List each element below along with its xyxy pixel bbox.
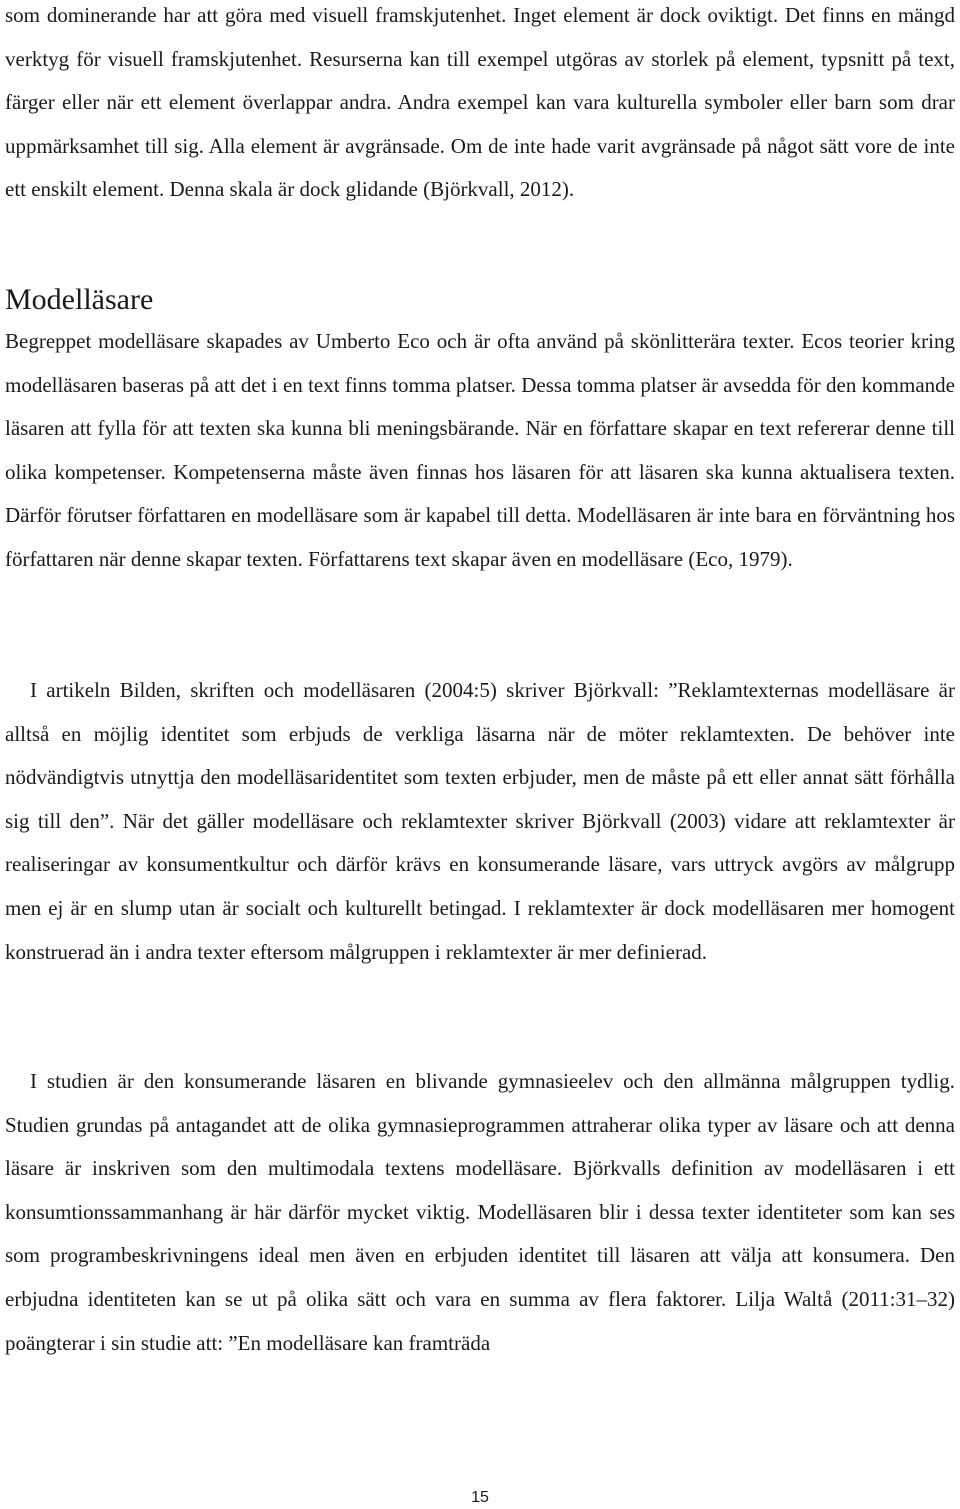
paragraph-modellasare-definition: Begreppet modelläsare skapades av Umberto Eco och är ofta använd på skönlitterära texter. Ecos teorier kring modelläsaren baseras på att det i en text finns tomma platser. Dessa tomma platser är avsedda för den kommande läsaren att fylla för att texten ska kunna bli meningsbärande. När en författare skapar en text refererar denne till olika kompetenser. Kompetenserna måste även finnas hos läsaren för att läsaren ska kunna aktualisera texten. Därför förutser författaren en modelläsare som är kapabel till detta. Modelläsaren är inte bara en förväntning hos författaren när denne skapar texten. Författarens text skapar även en modelläsare (Eco, 1979). (5, 329, 955, 571)
paragraph-bjorkvall-quote: I artikeln Bilden, skriften och modelläsaren (2004:5) skriver Björkvall: ”Reklamtexternas modelläsare är alltså en möjlig identitet som erbjuds de verkliga läsarna när de möter reklamtexten. De behöver inte nödvändigtvis utnyttja den modelläsaridentitet som texten erbjuder, men de måste på ett eller annat sätt förhålla sig till den”. När det gäller modelläsare och reklamtexter skriver Björkvall (2003) vidare att reklamtexter är realiseringar av konsumentkultur och därför krävs en konsumerande läsare, vars uttryck avgörs av målgrupp men ej är en slump utan är socialt och kulturellt betingad. I reklamtexter är dock modelläsaren mer homogent konstruerad än i andra texter eftersom målgruppen i reklamtexter är mer definierad. (5, 678, 955, 964)
intro-paragraph: som dominerande har att göra med visuell framskjutenhet. Inget element är dock oviktigt. Det finns en mängd verktyg för visuell framskjutenhet. Resurserna kan till exempel utgöras av storlek på element, typsnitt på text, färger eller när ett element överlappar andra. Andra exempel kan vara kulturella symboler eller barn som drar uppmärksamhet till sig. Alla element är avgränsade. Om de inte hade varit avgränsade på något sätt vore de inte ett enskilt element. Denna skala är dock glidande (Björkvall, 2012). (5, 3, 955, 202)
paragraph-study: I studien är den konsumerande läsaren en blivande gymnasieelev och den allmänna målgruppen tydlig. Studien grundas på antagandet att de olika gymnasieprogrammen attraherar olika typer av läsare och att denna läsare är inskriven som den multimodala textens modelläsare. Björkvalls definition av modelläsaren i ett konsumtionssammanhang är här därför mycket viktig. Modelläsaren blir i dessa texter identiteter som kan ses som programbeskrivningens ideal men även en erbjuden identitet till läsaren att välja att konsumera. Den erbjudna identiteten kan se ut på olika sätt och vara en summa av flera faktorer. Lilja Waltå (2011:31–32) poängterar i sin studie att: ”En modelläsare kan framträda (5, 1069, 955, 1355)
section-heading: Modelläsare (5, 283, 154, 316)
page-number: 15 (471, 1489, 489, 1506)
